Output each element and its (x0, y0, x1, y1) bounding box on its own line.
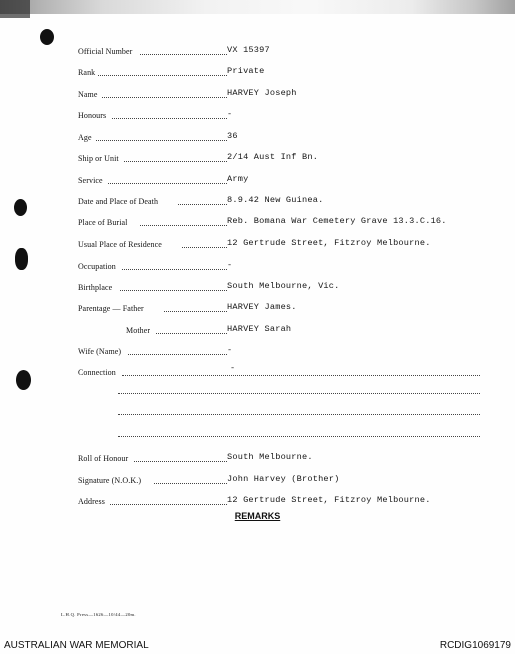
dotted-leader (182, 247, 227, 248)
field-service (78, 172, 478, 186)
field-date-place-of-death (78, 193, 478, 207)
field-signature (78, 472, 478, 486)
field-mother (78, 322, 478, 336)
field-label: Usual Place of Residence (78, 240, 162, 249)
field-label: Parentage — Father (78, 304, 144, 313)
dotted-leader (98, 75, 227, 76)
field-roll-of-honour (78, 450, 478, 464)
field-honours (78, 107, 478, 121)
dotted-leader (110, 504, 227, 505)
field-official-number (78, 43, 478, 57)
field-label: Ship or Unit (78, 154, 119, 163)
dotted-leader (96, 140, 227, 141)
field-address (78, 493, 478, 507)
dotted-leader (156, 333, 227, 334)
field-label: Birthplace (78, 283, 113, 292)
field-usual-residence (78, 236, 478, 250)
field-value: HARVEY Sarah (227, 324, 292, 334)
dotted-leader (140, 54, 227, 55)
field-label: Roll of Honour (78, 454, 129, 463)
field-ship-or-unit (78, 150, 478, 164)
field-label: Age (78, 133, 92, 142)
dotted-leader (102, 97, 227, 98)
field-value: - (227, 345, 233, 355)
field-value: South Melbourne, Vic. (227, 281, 340, 291)
dotted-leader (122, 375, 480, 376)
dotted-leader (128, 354, 227, 355)
field-value: 12 Gertrude Street, Fitzroy Melbourne. (227, 495, 431, 505)
field-value: 2/14 Aust Inf Bn. (227, 152, 319, 162)
field-label: Date and Place of Death (78, 197, 159, 206)
punch-hole (14, 199, 27, 216)
field-value: 36 (227, 131, 238, 141)
field-birthplace (78, 279, 478, 293)
dotted-leader (154, 483, 227, 484)
field-age (78, 129, 478, 143)
connection-blank-line (118, 393, 480, 394)
scan-corner-shadow (0, 0, 30, 18)
remarks-heading-text: REMARKS (234, 511, 281, 521)
dotted-leader (134, 461, 227, 462)
punch-hole (16, 370, 31, 390)
field-label: Wife (Name) (78, 347, 122, 356)
field-value: - (227, 109, 233, 119)
field-wife (78, 343, 478, 357)
field-name (78, 86, 478, 100)
field-value: HARVEY Joseph (227, 88, 297, 98)
dotted-leader (178, 204, 227, 205)
field-label: Official Number (78, 47, 133, 56)
field-occupation (78, 258, 478, 272)
field-value: HARVEY James. (227, 302, 297, 312)
dotted-leader (108, 183, 227, 184)
punch-hole (15, 248, 28, 270)
field-label: Service (78, 176, 103, 185)
field-label: Name (78, 90, 98, 99)
field-connection (78, 364, 480, 378)
field-label: Address (78, 497, 105, 506)
field-value: Army (227, 174, 249, 184)
dotted-leader (140, 225, 227, 226)
field-place-of-burial (78, 214, 478, 228)
footer-record-id: RCDIG1069179 (439, 640, 511, 651)
footer-institution: AUSTRALIAN WAR MEMORIAL (4, 640, 149, 651)
field-value: 12 Gertrude Street, Fitzroy Melbourne. (227, 238, 431, 248)
field-father (78, 300, 478, 314)
field-label: Honours (78, 111, 107, 120)
connection-blank-line (118, 414, 480, 415)
field-label: Occupation (78, 262, 116, 271)
field-label: Rank (78, 68, 96, 77)
dotted-leader (120, 290, 227, 291)
field-value: - (227, 260, 233, 270)
field-value: Reb. Bomana War Cemetery Grave 13.3.C.16. (227, 216, 447, 226)
field-value: Private (227, 66, 265, 76)
field-value: John Harvey (Brother) (227, 474, 340, 484)
field-label: Signature (N.O.K.) (78, 476, 142, 485)
connection-blank-line (118, 436, 480, 437)
field-label: Mother (126, 326, 151, 335)
field-value: - (230, 363, 236, 373)
printer-imprint: L.H.Q. Press—1626—10/44—20m. (61, 612, 136, 617)
scan-edge-shadow (0, 0, 515, 14)
field-value: 8.9.42 New Guinea. (227, 195, 324, 205)
punch-hole (40, 29, 54, 45)
field-rank (78, 64, 478, 78)
dotted-leader (164, 311, 227, 312)
dotted-leader (112, 118, 227, 119)
field-label: Connection (78, 368, 116, 377)
dotted-leader (124, 161, 227, 162)
field-value: South Melbourne. (227, 452, 313, 462)
field-value: VX 15397 (227, 45, 270, 55)
dotted-leader (122, 269, 227, 270)
field-label: Place of Burial (78, 218, 128, 227)
remarks-heading (0, 511, 515, 521)
